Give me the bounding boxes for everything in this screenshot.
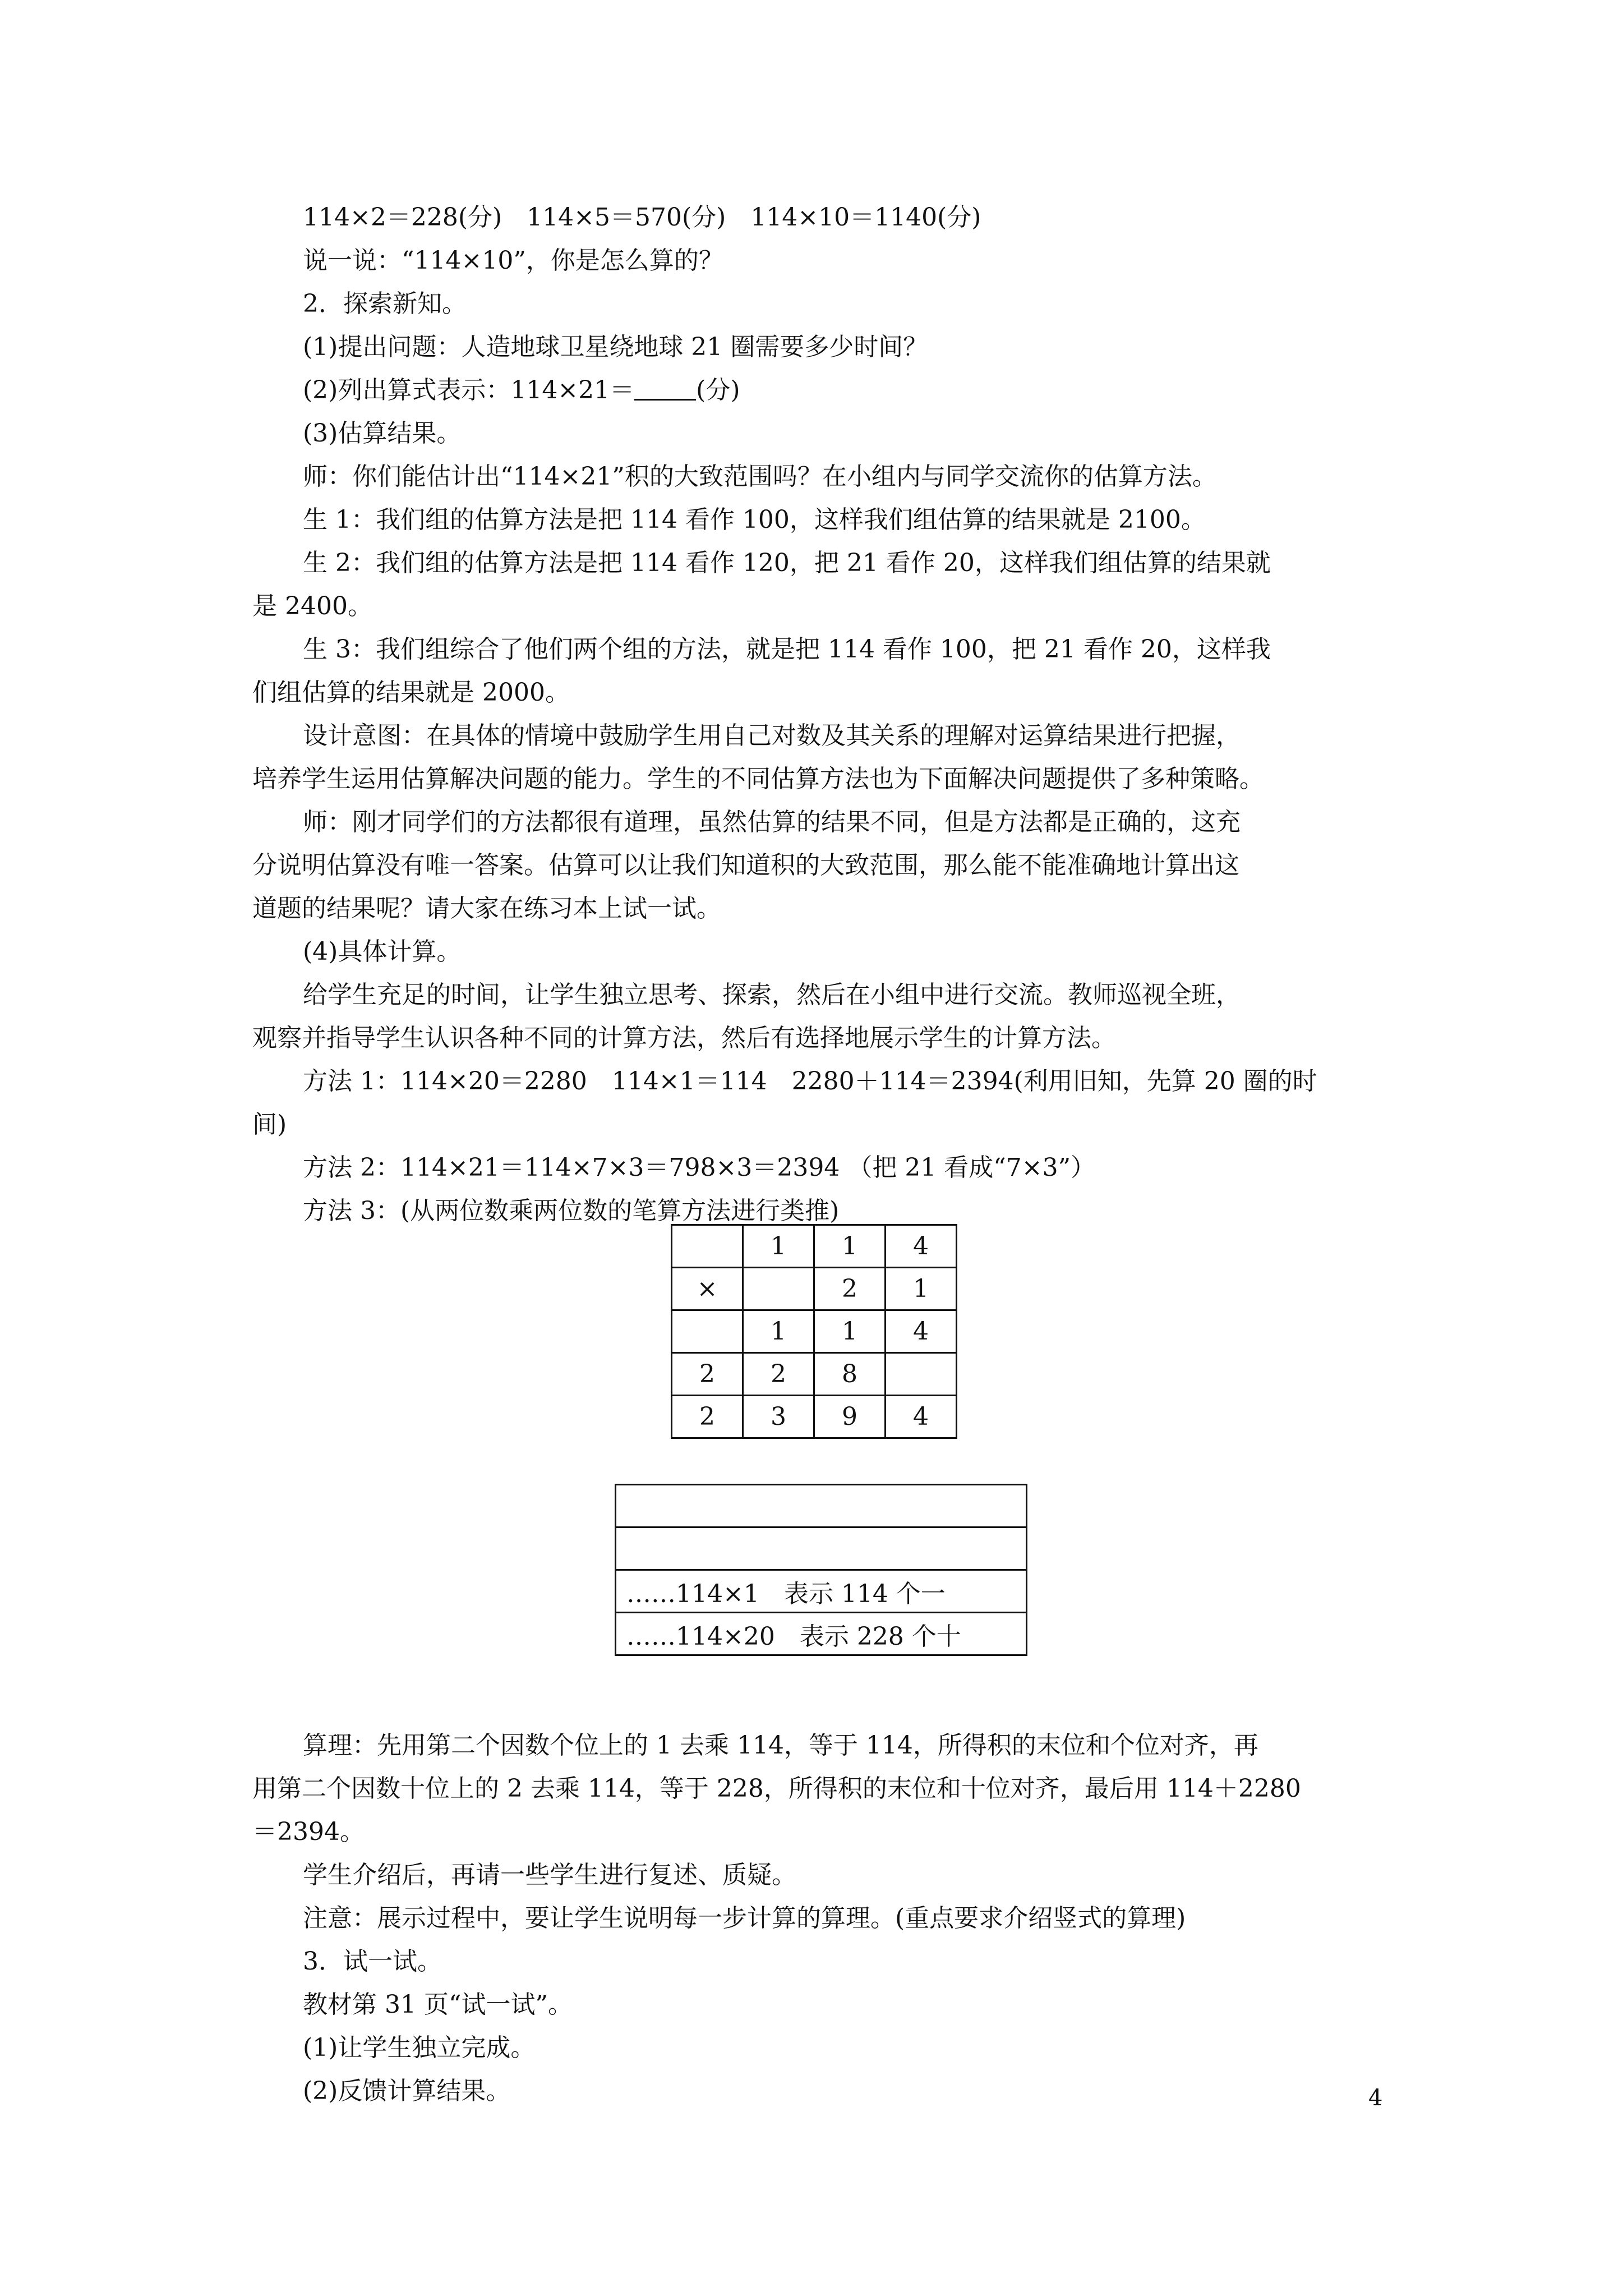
table-cell xyxy=(616,1485,1027,1527)
table-cell: ……114×1 表示 114 个一 xyxy=(616,1570,1027,1613)
table-cell xyxy=(886,1353,957,1396)
table-row xyxy=(672,1225,957,1268)
explanation-table xyxy=(615,1484,1027,1656)
text-line: 生 3：我们组综合了他们两个组的方法，就是把 114 看作 100，把 21 看作 20，这样我 xyxy=(303,635,1271,664)
table-cell: 1 xyxy=(743,1225,814,1268)
table-cell: ……114×20 表示 228 个十 xyxy=(616,1613,1027,1655)
text-line: 方法 3：(从两位数乘两位数的笔算方法进行类推) xyxy=(303,1197,840,1225)
table-row xyxy=(672,1353,957,1396)
equation-text: (2)列出算式表示：114×21＝ xyxy=(303,376,635,404)
text-line: 间) xyxy=(252,1110,287,1139)
text-line: 114×2＝228(分) 114×5＝570(分) 114×10＝1140(分) xyxy=(303,203,981,232)
text-line: 设计意图：在具体的情境中鼓励学生用自己对数及其关系的理解对运算结果进行把握， xyxy=(303,721,1241,750)
table-row xyxy=(616,1485,1027,1527)
text-line: 们组估算的结果就是 2000。 xyxy=(252,678,570,707)
text-line: 分说明估算没有唯一答案。估算可以让我们知道积的大致范围，那么能不能准确地计算出这 xyxy=(252,851,1239,880)
table-cell: 1 xyxy=(814,1310,886,1353)
table-cell xyxy=(672,1225,743,1268)
text-line: 学生介绍后，再请一些学生进行复述、质疑。 xyxy=(303,1861,796,1889)
table-cell xyxy=(616,1527,1027,1570)
text-line: 教材第 31 页“试一试”。 xyxy=(303,1990,573,2019)
text-line: 算理：先用第二个因数个位上的 1 去乘 114，等于 114，所得积的末位和个位对齐，再 xyxy=(303,1731,1258,1760)
table-cell: 2 xyxy=(672,1353,743,1396)
text-line: 2．探索新知。 xyxy=(303,289,467,318)
text-line: (3)估算结果。 xyxy=(303,419,462,448)
text-line: 师：你们能估计出“114×21”积的大致范围吗？在小组内与同学交流你的估算方法。 xyxy=(303,462,1217,491)
table-row xyxy=(616,1570,1027,1613)
text-line: 生 1：我们组的估算方法是把 114 看作 100，这样我们组估算的结果就是 2100。 xyxy=(303,505,1206,534)
text-line: ＝2394。 xyxy=(252,1818,365,1846)
text-line: 方法 2：114×21＝114×7×3＝798×3＝2394 （把 21 看成“7×3”） xyxy=(303,1153,1096,1182)
table-cell xyxy=(743,1268,814,1310)
text-line: 说一说：“114×10”，你是怎么算的？ xyxy=(303,246,723,275)
table-cell: 2 xyxy=(672,1396,743,1438)
table-cell: 4 xyxy=(886,1225,957,1268)
vertical-multiplication-table xyxy=(671,1224,957,1439)
text-line: 培养学生运用估算解决问题的能力。学生的不同估算方法也为下面解决问题提供了多种策略。 xyxy=(252,765,1264,793)
table-cell: 4 xyxy=(886,1310,957,1353)
text-line: (2)反馈计算结果。 xyxy=(303,2077,511,2105)
table-cell: 1 xyxy=(886,1268,957,1310)
text-line: 是 2400。 xyxy=(252,592,372,620)
text-line: (1)让学生独立完成。 xyxy=(303,2033,536,2062)
table-row xyxy=(616,1527,1027,1570)
text-line: (1)提出问题：人造地球卫星绕地球 21 圈需要多少时间？ xyxy=(303,333,928,361)
page-number: 4 xyxy=(1368,2085,1383,2111)
table-cell: 8 xyxy=(814,1353,886,1396)
unit-text: (分) xyxy=(696,376,740,404)
table-row xyxy=(616,1613,1027,1655)
text-line: 生 2：我们组的估算方法是把 114 看作 120，把 21 看作 20，这样我们组估算的结果就 xyxy=(303,549,1271,577)
table-row xyxy=(672,1396,957,1438)
text-line: 师：刚才同学们的方法都很有道理，虽然估算的结果不同，但是方法都是正确的，这充 xyxy=(303,808,1241,836)
table-cell: 4 xyxy=(886,1396,957,1438)
text-line: 用第二个因数十位上的 2 去乘 114，等于 228，所得积的末位和十位对齐，最后用 114＋2280 xyxy=(252,1774,1301,1803)
text-line: 给学生充足的时间，让学生独立思考、探索，然后在小组中进行交流。教师巡视全班， xyxy=(303,981,1241,1009)
text-line: 方法 1：114×20＝2280 114×1＝114 2280＋114＝2394(利用旧知，先算 20 圈的时 xyxy=(303,1067,1317,1096)
table-row xyxy=(672,1268,957,1310)
table-cell: 2 xyxy=(743,1353,814,1396)
table-cell: 1 xyxy=(814,1225,886,1268)
table-cell xyxy=(672,1310,743,1353)
text-line: 注意：展示过程中，要让学生说明每一步计算的算理。(重点要求介绍竖式的算理) xyxy=(303,1904,1186,1932)
table-cell: 1 xyxy=(743,1310,814,1353)
table-cell: × xyxy=(672,1268,743,1310)
text-line: (4)具体计算。 xyxy=(303,937,462,966)
text-line: 观察并指导学生认识各种不同的计算方法，然后有选择地展示学生的计算方法。 xyxy=(252,1024,1116,1052)
text-line: 道题的结果呢？请大家在练习本上试一试。 xyxy=(252,894,721,923)
table-cell: 2 xyxy=(814,1268,886,1310)
table-row xyxy=(672,1310,957,1353)
answer-blank xyxy=(634,376,696,401)
table-cell: 3 xyxy=(743,1396,814,1438)
text-line xyxy=(303,374,1623,407)
table-cell: 9 xyxy=(814,1396,886,1438)
text-line: 3．试一试。 xyxy=(303,1947,442,1976)
